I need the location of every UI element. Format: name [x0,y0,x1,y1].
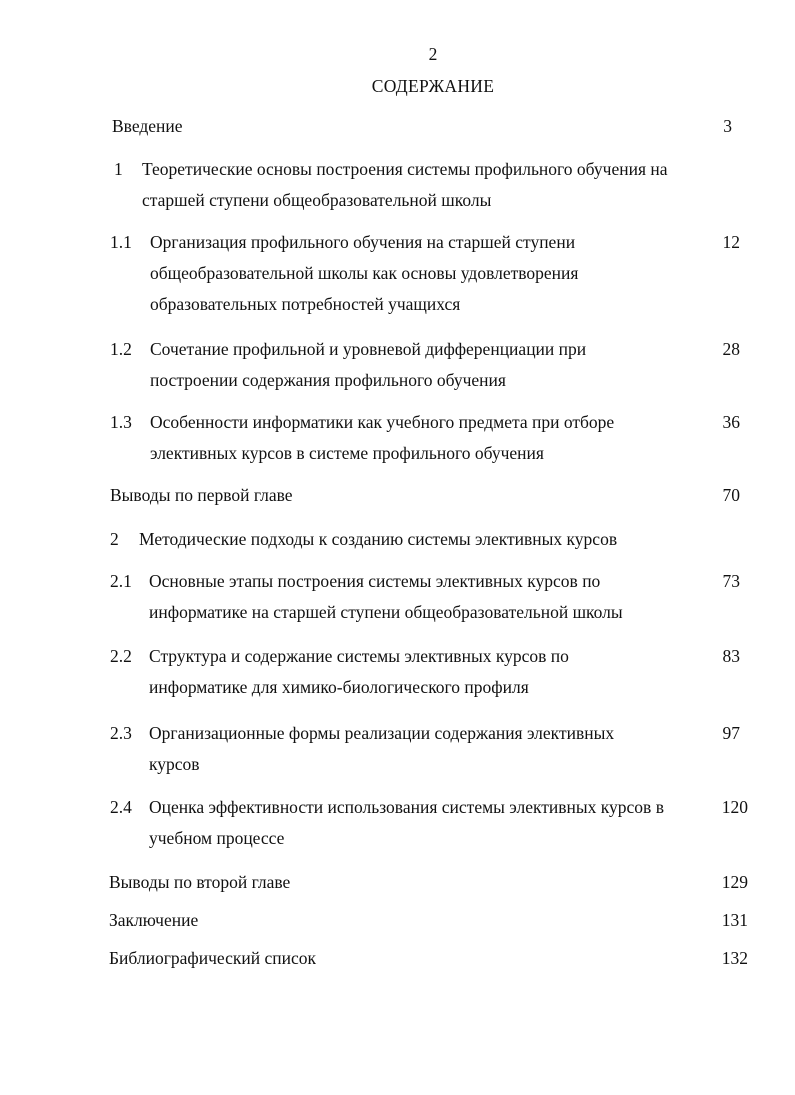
toc-entry-title-line: построении содержания профильного обучения [150,370,506,390]
toc-entry-title-line: старшей ступени общеобразовательной школы [142,190,492,210]
toc-entry-page: 28 [722,339,740,359]
toc-entry-title-line: Заключение [109,910,199,930]
toc-entry-number: 1 [114,159,123,179]
toc-entry-title-line: информатике для химико-биологического профиля [149,677,529,697]
toc-entry-title-line: Сочетание профильной и уровневой дифференциации при [150,339,587,359]
toc-entry-page: 83 [722,646,740,666]
toc-entry-number: 1.2 [110,339,132,359]
toc-entry-title-line: Методические подходы к созданию системы элективных курсов [139,529,618,549]
toc-entry-title-line: общеобразовательной школы как основы удовлетворения [150,263,579,283]
toc-entry-title-line: Библиографический список [109,948,317,968]
toc-entry-title-line: Теоретические основы построения системы профильного обучения на [142,159,668,179]
toc-entry-title-line: Оценка эффективности использования системы элективных курсов в [149,797,664,817]
toc-entry-title-line: элективных курсов в системе профильного обучения [150,443,544,463]
toc-entry-title-line: Особенности информатики как учебного предмета при отборе [150,412,615,432]
toc-entry-number: 2 [110,529,119,549]
toc-entry-title-line: Основные этапы построения системы элективных курсов по [149,571,601,591]
toc-entry-page: 12 [722,232,740,252]
toc-entry-page: 73 [722,571,740,591]
toc-entry-title-line: курсов [149,754,200,774]
toc-entry-title-line: Организационные формы реализации содержания элективных [149,723,615,743]
toc-entry-page: 132 [721,948,748,968]
toc-entry-page: 131 [721,910,748,930]
toc-entry-number: 2.1 [110,571,132,591]
toc-entry-title-line: информатике на старшей ступени общеобразовательной школы [149,602,623,622]
toc-entry-page: 120 [721,797,748,817]
toc-entry-title-line: образовательных потребностей учащихся [150,294,461,314]
toc-entry-title-line: учебном процессе [149,828,285,848]
toc-entry-number: 1.3 [110,412,132,432]
toc-entry-title-line: Выводы по второй главе [109,872,291,892]
toc-entry-title-line: Введение [112,116,183,136]
toc-entry-page: 70 [722,485,740,505]
toc-entry-title-line: Выводы по первой главе [110,485,293,505]
toc-entry-page: 36 [722,412,740,432]
toc-entry-number: 1.1 [110,232,132,252]
toc-entry-title-line: Организация профильного обучения на старшей ступени [150,232,576,252]
toc-entry-title-line: Структура и содержание системы элективных курсов по [149,646,569,666]
toc-entry-page: 129 [721,872,748,892]
toc-entry-number: 2.2 [110,646,132,666]
toc-entry-number: 2.4 [110,797,132,817]
page-number: 2 [428,44,438,64]
toc-entry-page: 97 [722,723,740,743]
toc-entry-page: 3 [723,116,732,136]
toc-entry-number: 2.3 [110,723,132,743]
toc-title: СОДЕРЖАНИЕ [371,76,495,96]
